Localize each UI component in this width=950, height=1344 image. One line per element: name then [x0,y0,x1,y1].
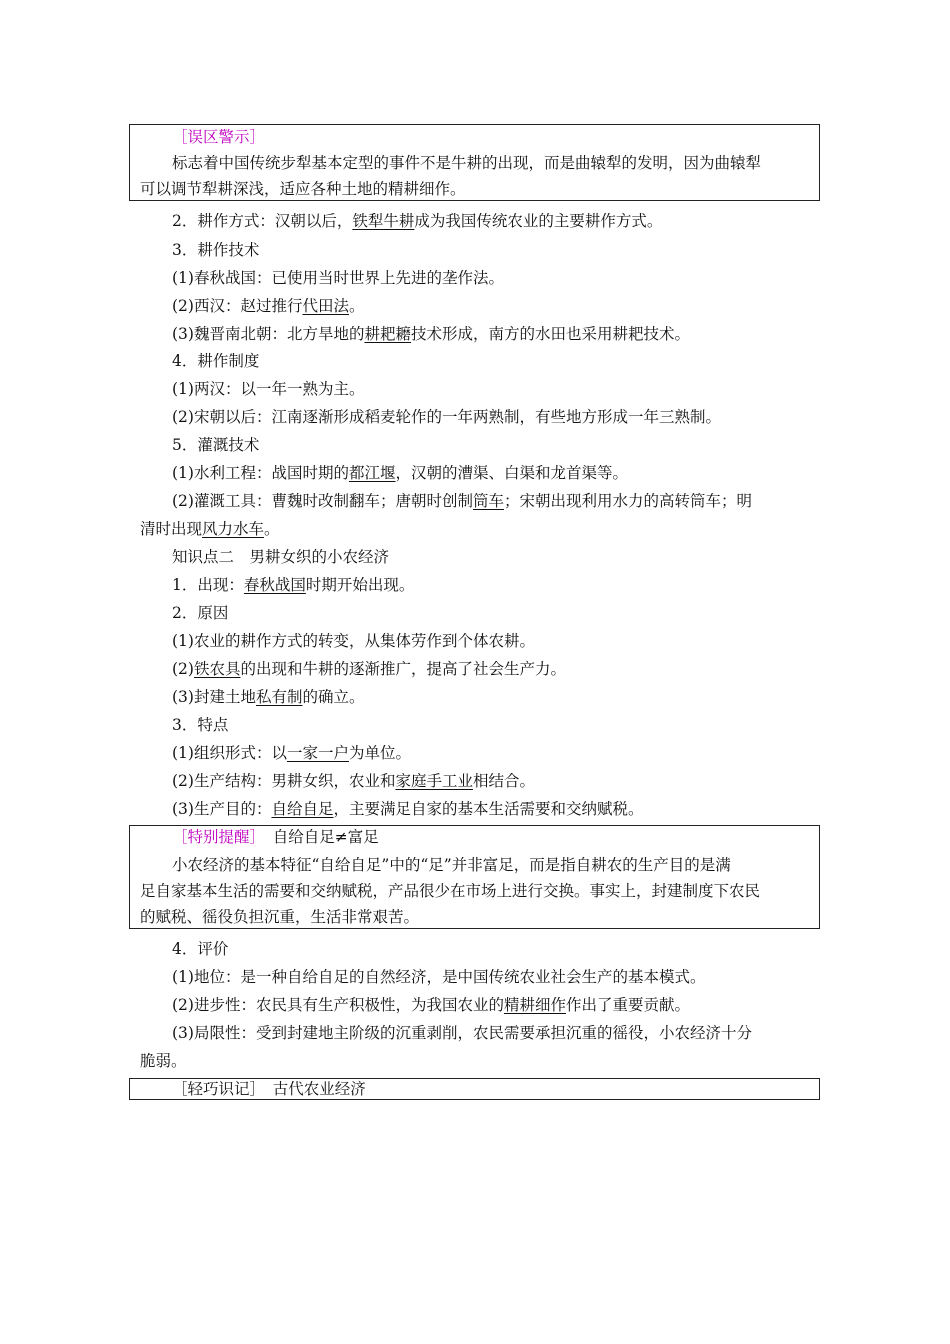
irrigation-item-2: (2)灌溉工具：曹魏时改制翻车；唐朝时创制筒车；宋朝出现利用水力的高转筒车；明 [172,492,752,510]
special-reminder-line2: 足自家基本生活的需要和交纳赋税，产品很少在市场上进行交换。事实上，封建制度下农民 [140,882,761,900]
section-farming-technique-heading: 3．耕作技术 [172,241,260,259]
farming-technique-item-1: (1)春秋战国：已使用当时世界上先进的垄作法。 [172,269,504,287]
special-reminder-line3: 的赋税、徭役负担沉重，生活非常艰苦。 [140,908,420,926]
cause-item-2: (2)铁农具的出现和牛耕的逐渐推广，提高了社会生产力。 [172,660,566,678]
cause-item-1: (1)农业的耕作方式的转变，从集体劳作到个体农耕。 [172,632,535,650]
cause-item-3: (3)封建土地私有制的确立。 [172,688,365,706]
features-heading: 3．特点 [172,716,229,734]
farming-technique-item-2: (2)西汉：赵过推行代田法。 [172,297,365,315]
farming-system-item-1: (1)两汉：以一年一熟为主。 [172,380,365,398]
evaluation-item-3-cont: 脆弱。 [140,1052,187,1070]
knowledge-point-2-heading: 知识点二 男耕女织的小农经济 [172,548,390,566]
section-farming-method: 2．耕作方式：汉朝以后，铁犁牛耕成为我国传统农业的主要耕作方式。 [172,212,663,230]
evaluation-item-1: (1)地位：是一种自给自足的自然经济，是中国传统农业社会生产的基本模式。 [172,968,706,986]
irrigation-item-2-cont: 清时出现风力水车。 [140,520,280,538]
evaluation-item-2: (2)进步性：农民具有生产积极性，为我国农业的精耕细作作出了重要贡献。 [172,996,690,1014]
misconception-text-line1: 标志着中国传统步犁基本定型的事件不是牛耕的出现，而是曲辕犁的发明，因为曲辕犁 [172,154,762,172]
special-reminder-header: ［特别提醒］ 自给自足≠富足 [172,828,379,846]
feature-item-1: (1)组织形式：以一家一户为单位。 [172,744,411,762]
small-peasant-origin: 1．出现：春秋战国时期开始出现。 [172,576,415,594]
small-peasant-causes-heading: 2．原因 [172,604,229,622]
irrigation-item-1: (1)水利工程：战国时期的都江堰，汉朝的漕渠、白渠和龙首渠等。 [172,464,628,482]
feature-item-3: (3)生产目的：自给自足，主要满足自家的基本生活需要和交纳赋税。 [172,800,644,818]
farming-system-item-2: (2)宋朝以后：江南逐渐形成稻麦轮作的一年两熟制，有些地方形成一年三熟制。 [172,408,721,426]
memory-tip-header: ［轻巧识记］ 古代农业经济 [172,1080,366,1098]
misconception-warning-tag: ［误区警示］ [172,128,266,146]
evaluation-heading: 4．评价 [172,940,229,958]
section-farming-system-heading: 4．耕作制度 [172,352,260,370]
feature-item-2: (2)生产结构：男耕女织，农业和家庭手工业相结合。 [172,772,535,790]
misconception-text-line2: 可以调节犁耕深浅，适应各种土地的精耕细作。 [140,180,466,198]
farming-technique-item-3: (3)魏晋南北朝：北方旱地的耕耙耱技术形成，南方的水田也采用耕耙技术。 [172,325,690,343]
section-irrigation-heading: 5．灌溉技术 [172,436,260,454]
evaluation-item-3: (3)局限性：受到封建地主阶级的沉重剥削，农民需要承担沉重的徭役，小农经济十分 [172,1024,752,1042]
special-reminder-line1: 小农经济的基本特征“自给自足”中的“足”并非富足，而是指自耕农的生产目的是满 [172,856,731,874]
